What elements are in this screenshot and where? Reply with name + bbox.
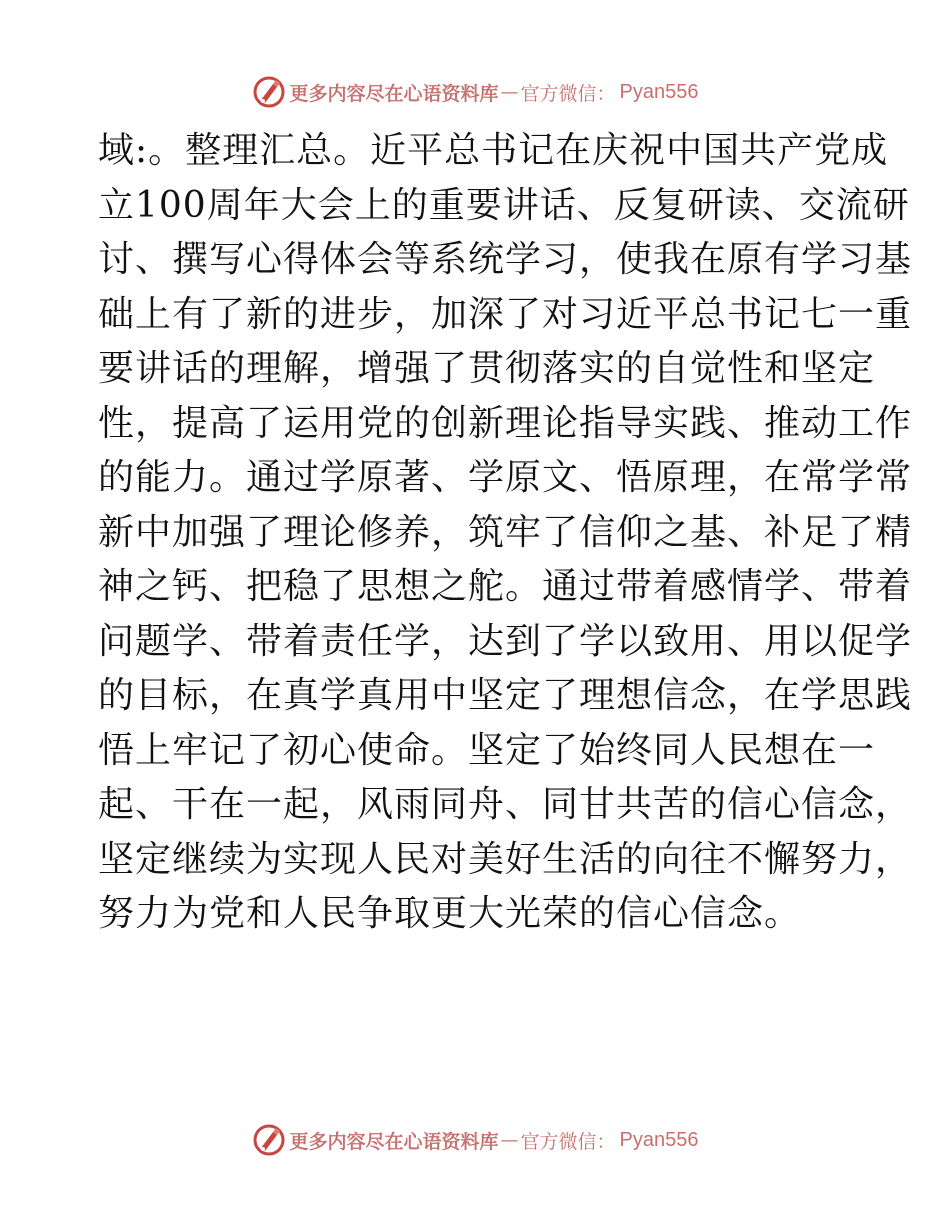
pen-emblem-icon (252, 75, 286, 109)
body-line: 性，提高了运用党的创新理论指导实践、推动工作 (98, 402, 913, 444)
footer-contact-id: Pyan556 (619, 1128, 699, 1151)
document-body (98, 124, 913, 942)
header-contact-label: 官方微信： (520, 82, 616, 105)
pen-emblem-icon (252, 1123, 286, 1157)
body-line: 的能力。通过学原著、学原文、悟原理，在常学常 (98, 457, 913, 498)
body-line: 问题学、带着责任学，达到了学以致用、用以促学 (98, 620, 913, 662)
footer-dash: — (500, 1129, 519, 1151)
header-title: 更多内容尽在心语资料库 (289, 82, 499, 105)
body-line: 新中加强了理论修养，筑牢了信仰之基、补足了精 (98, 511, 913, 553)
footer-banner (0, 1120, 950, 1160)
body-line: 起、干在一起，风雨同舟、同甘共苦的信心信念， (98, 784, 913, 825)
body-line: 神之钙、把稳了思想之舵。通过带着感情学、带着 (98, 566, 913, 607)
body-line: 努力为党和人民争取更大光荣的信心信念。 (98, 893, 802, 934)
header-contact-id: Pyan556 (619, 80, 699, 103)
body-line: 悟上牢记了初心使命。坚定了始终同人民想在一 (98, 729, 876, 771)
body-line: 础上有了新的进步，加深了对习近平总书记七一重 (98, 293, 913, 335)
body-line: 坚定继续为实现人民对美好生活的向往不懈努力， (98, 838, 913, 880)
header-banner (0, 72, 950, 112)
header-dash: — (500, 81, 519, 103)
body-line: 域:。整理汇总。近平总书记在庆祝中国共产党成 (98, 130, 889, 171)
body-line: 立100周年大会上的重要讲话、反复研读、交流研 (98, 184, 910, 226)
body-line: 讨、撰写心得体会等系统学习，使我在原有学习基 (98, 239, 913, 280)
body-line: 的目标，在真学真用中坚定了理想信念，在学思践 (98, 675, 913, 716)
body-line: 要讲话的理解，增强了贯彻落实的自觉性和坚定 (98, 348, 876, 389)
footer-title: 更多内容尽在心语资料库 (289, 1130, 499, 1153)
footer-contact-label: 官方微信： (520, 1130, 616, 1153)
